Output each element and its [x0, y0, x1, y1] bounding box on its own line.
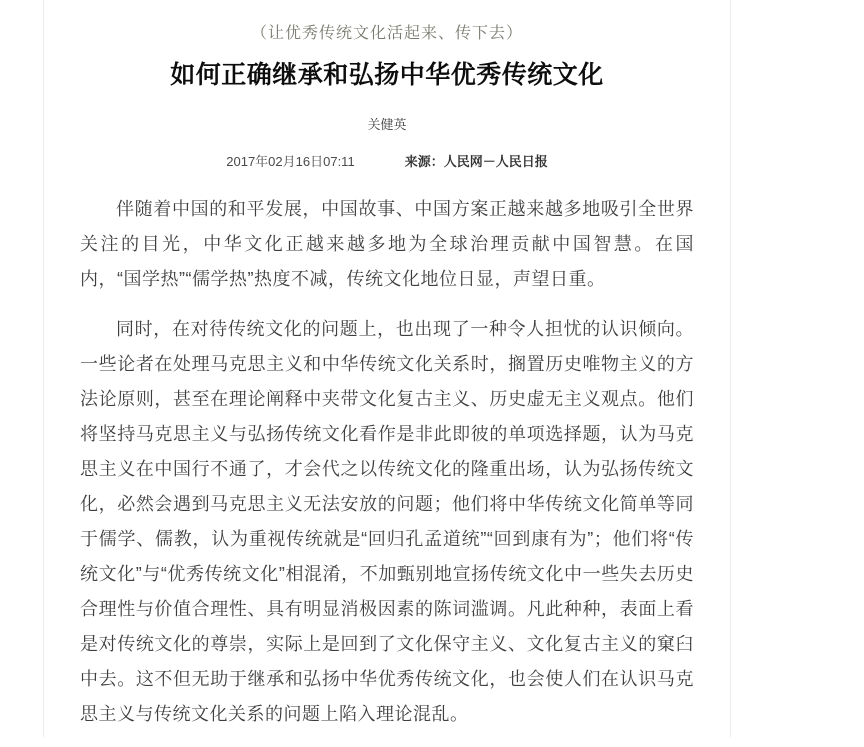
article-meta — [80, 151, 694, 170]
publish-date: 2017年02月16日07:11 — [226, 154, 355, 169]
article-kicker: （让优秀传统文化活起来、传下去） — [250, 25, 523, 42]
source-value: 人民网－人民日报 — [443, 154, 548, 169]
right-column-divider — [730, 0, 731, 737]
source-label: 来源： — [404, 154, 444, 169]
article — [44, 0, 730, 747]
article-author: 关健英 — [367, 117, 407, 132]
article-title: 如何正确继承和弘扬中华优秀传统文化 — [170, 61, 604, 89]
article-body — [80, 192, 694, 732]
paragraph-1: 伴随着中国的和平发展，中国故事、中国方案正越来越多地吸引全世界关注的目光，中华文化正越来越多地为全球治理贡献中国智慧。在国内，“国学热”“儒学热”热度不减，传统文化地位日显，声望日重。 — [80, 199, 694, 289]
article-source — [405, 151, 548, 170]
paragraph-2: 同时，在对待传统文化的问题上，也出现了一种令人担忧的认识倾向。一些论者在处理马克思主义和中华传统文化关系时，搁置历史唯物主义的方法论原则，甚至在理论阐释中夹带文化复古主义、历史虚无主义观点。他们将坚持马克思主义与弘扬传统文化看作是非此即彼的单项选择题，认为马克思主义在中国行不通了，才会代之以传统文化的隆重出场，认为弘扬传统文化，必然会遇到马克思主义无法安放的问题；他们将中华传统文化简单等同于儒学、儒教，认为重视传统就是“回归孔孟道统”“回到康有为”；他们将“传统文化”与“优秀传统文化”相混淆，不加甄别地宣扬传统文化中一些失去历史合理性与价值合理性、具有明显消极因素的陈词滥调。凡此种种，表面上看是对传统文化的尊崇，实际上是回到了文化保守主义、文化复古主义的窠臼中去。这不但无助于继承和弘扬中华优秀传统文化，也会使人们在认识马克思主义与传统文化关系的问题上陷入理论混乱。 — [80, 319, 694, 724]
